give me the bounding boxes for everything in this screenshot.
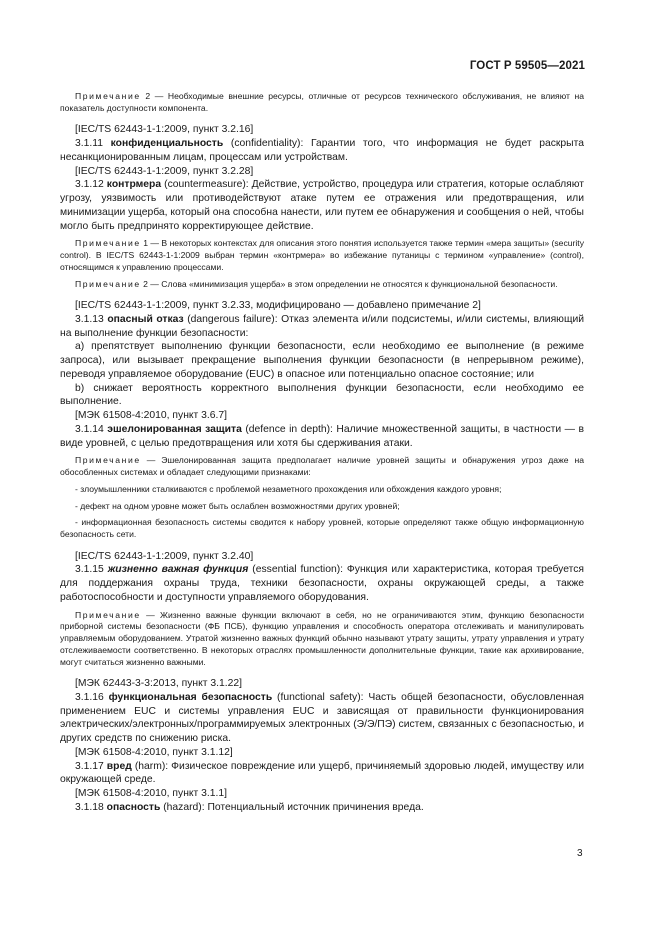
term-text: (harm): Физическое повреждение или ущерб, причиняемый здоровью людей, имуществу или окружающей среде.: [60, 760, 585, 786]
term-name: функциональная безопасность: [108, 691, 273, 703]
body-paragraph: a) препятствует выполнению функции безопасности, если необходимо ее выполнение (в режиме запроса), или вызывает прекращение выполнения функции безопасности (в непрерывном режиме), переводя управляемое оборудование (EUC) в опасное или потенциально опасное состояние; или: [60, 341, 584, 380]
term-text: (hazard): Потенциальный источник причинения вреда.: [163, 801, 424, 813]
note-label: Примечание: [75, 609, 141, 620]
term-definition: [60, 563, 584, 604]
term-text: (countermeasure): Действие, устройство, процедура или стратегия, которые ослабляют угрозу, уязвимость или противодействуют атаке путем ее отражения или предотвращения, или минимизации ущерба, который она способна нанести, или путем ее обнаружения и сообщения о ней, чтобы могло быть предпринято корректирующее действие.: [60, 179, 585, 232]
term-name: контрмера: [106, 179, 162, 191]
term-definition: [60, 423, 584, 451]
term-name: жизненно важная функция: [107, 564, 249, 576]
note-paragraph: [60, 91, 584, 114]
term-number: 3.1.17: [75, 760, 104, 772]
source-reference: [МЭК 61508-4:2010, пункт 3.1.1]: [75, 788, 228, 800]
note-list-item: - злоумышленники сталкиваются с проблемой незаметного прохождения или обхождения каждого уровня;: [75, 483, 502, 494]
term-definition: [60, 801, 584, 815]
term-text: (dangerous failure): Отказ элемента и/или подсистемы, и/или системы, влияющий на выполнение функции безопасности:: [60, 313, 585, 339]
note-paragraph: [60, 238, 584, 273]
term-number: 3.1.14: [75, 423, 104, 435]
term-name: опасный отказ: [107, 313, 184, 325]
note-list-item: - информационная безопасность системы сводится к набору уровней, которые определяют также общую информационную безопасность сети.: [60, 517, 584, 539]
source-reference: [МЭК 61508-4:2010, пункт 3.1.12]: [75, 746, 233, 758]
note-paragraph: [60, 455, 584, 478]
note-label: Примечание: [75, 91, 141, 101]
term-text: (confidentiality): Гарантии того, что информация не будет раскрыта несанкционированным лицам, процессам или устройствам.: [60, 138, 584, 163]
term-number: 3.1.11: [75, 138, 103, 150]
term-name: опасность: [106, 801, 161, 813]
note-label: Примечание: [75, 455, 141, 466]
term-number: 3.1.18: [75, 801, 104, 813]
term-name: вред: [106, 760, 132, 772]
source-reference: [IEC/TS 62443-1-1:2009, пункт 3.2.28]: [75, 165, 254, 177]
document-code: ГОСТ Р 59505—2021: [469, 60, 585, 72]
term-text: (essential function): Функция или характеристика, которая требуется для поддержания охраны труда, техники безопасности, охраны окружающей среды, а также работоспособности и доступности управляемого оборудования.: [60, 564, 585, 603]
term-number: 3.1.13: [75, 313, 104, 325]
source-reference: [МЭК 62443-3-3:2013, пункт 3.1.22]: [75, 678, 242, 690]
term-name: конфиденциальность: [110, 138, 224, 150]
note-list-item: - дефект на одном уровне может быть ослаблен возможностями других уровней;: [75, 500, 400, 511]
term-number: 3.1.12: [75, 179, 104, 191]
source-reference: [IEC/TS 62443-1-1:2009, пункт 3.2.33, модифицировано — добавлено примечание 2]: [75, 300, 481, 312]
note-label: Примечание: [75, 278, 141, 289]
source-reference: [IEC/TS 62443-1-1:2009, пункт 3.2.16]: [75, 124, 254, 136]
page-body: [60, 91, 584, 815]
note-text: — Жизненно важные функции включают в себя, но не ограничиваются этим, функцию безопасности приборной системы безопасности (ФБ ПСБ), функцию управления и способность оператора отслеживать и манипулировать управляемым оборудованием. Утратой жизненно важных функций обычно называют утрату защиты, утрату управления и утрату отслеживаемости соответственно. В некоторых отраслях промышленности дополнительные функции, такие как архивирование, могут считаться жизненно важными.: [60, 609, 584, 667]
source-reference: [МЭК 61508-4:2010, пункт 3.6.7]: [75, 410, 228, 422]
note-text: — Эшелонированная защита предполагает наличие уровней защиты и обнаружения угроз даже на обособленных системах и обладает следующими признаками:: [60, 455, 584, 478]
note-text: 1 — В некоторых контекстах для описания этого понятия используется также термин «мера защиты» (security control). В IEC/TS 62443-1-1:2009 выбран термин «контрмера» во избежание путаницы с термином «управление» (control), относящимся к управлению процессами.: [60, 238, 584, 272]
body-paragraph: b) снижает вероятность корректного выполнения функции безопасности, если необходимо ее выполнение.: [60, 382, 584, 408]
page-number: 3: [577, 848, 583, 859]
note-text: 2 — Слова «минимизация ущерба» в этом определении не относятся к функциональной безопасности.: [143, 278, 558, 289]
term-text: (defence in depth): Наличие множественной защиты, в частности — в виде уровней, с целью предотвращения или хотя бы сдерживания атаки.: [60, 423, 585, 449]
term-definition: [60, 313, 584, 341]
note-paragraph: [60, 279, 584, 291]
term-name: эшелонированная защита: [107, 423, 242, 435]
term-definition: [60, 760, 584, 788]
term-text: (functional safety): Часть общей безопасности, обусловленная применением EUC и системы управления EUC и зависящая от правильности функционирования электрических/электронных/программируемых электронных (Э/Э/ПЭ) систем, связанных с безопасностью, и других средств по снижению риска.: [60, 691, 585, 745]
term-number: 3.1.16: [75, 691, 104, 703]
note-paragraph: [60, 610, 584, 669]
term-definition: [60, 691, 584, 746]
source-reference: [IEC/TS 62443-1-1:2009, пункт 3.2.40]: [75, 550, 254, 562]
note-label: Примечание: [75, 238, 141, 249]
term-number: 3.1.15: [75, 564, 104, 576]
term-definition: [60, 178, 584, 233]
note-text: 2 — Необходимые внешние ресурсы, отличные от ресурсов технического обслуживания, не влияют на показатель доступности компонента.: [60, 91, 584, 113]
term-definition: [60, 137, 584, 165]
